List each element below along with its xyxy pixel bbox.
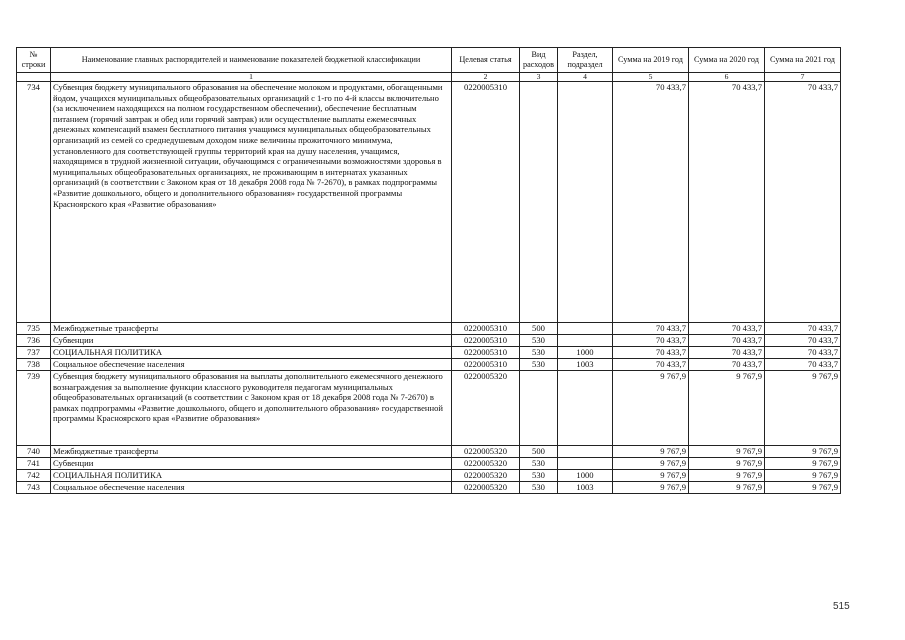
table-row <box>17 82 841 323</box>
row-sum-2020: 9 767,9 <box>689 371 765 446</box>
column-number: 2 <box>452 73 520 82</box>
row-sum-2019: 9 767,9 <box>613 371 689 446</box>
row-name: Субвенции <box>51 335 452 347</box>
table-row <box>17 446 841 458</box>
row-number: 741 <box>17 458 51 470</box>
row-sum-2021: 70 433,7 <box>765 335 841 347</box>
column-number: 6 <box>689 73 765 82</box>
row-sum-2021: 70 433,7 <box>765 82 841 323</box>
header-section: Раздел, подраздел <box>558 48 613 73</box>
row-name: Субвенции <box>51 458 452 470</box>
row-sum-2019: 9 767,9 <box>613 470 689 482</box>
row-name: Субвенция бюджету муниципального образования на выплаты дополнительного ежемесячного денежного вознаграждения за выполнение функции классного руководителя педагогам муниципальных общеобразовательных организаций (в соответствии с Законом края от 18 декабря 2008 года № 7-2670) в рамках подпрограммы «Развитие дошкольного, общего и дополнительного образования» государственной программы Красноярского края «Развитие образования» <box>51 371 452 446</box>
row-target-article: 0220005320 <box>452 446 520 458</box>
row-section: 1003 <box>558 482 613 494</box>
row-name: Субвенция бюджету муниципального образования на обеспечение молоком и продуктами, обогащенными йодом, учащихся муниципальных общеобразовательных организаций с 1-го по 4-й классы включительно (за исключением находящихся на полном государственном обеспечении), обеспечение бесплатным питанием (горячий завтрак и обед или горячий завтрак) или осуществление выплаты ежемесячных денежных компенсаций взамен бесплатного питания учащимся муниципальных общеобразовательных организаций из семей со среднедушевым доходом ниже величины прожиточного минимума, установленного для соответствующей группы территорий края на душу населения, учащимся, находящимся в трудной жизненной ситуации, обучающимся с ограниченными возможностями здоровья в муниципальных общеобразовательных организациях, не проживающим в интернатах указанных организаций (в соответствии с Законом края от 18 декабря 2008 года № 7-2670), в рамках подпрограммы «Развитие дошкольного, общего и дополнительного образования» государственной программы Красноярского края «Развитие образования» <box>51 82 452 323</box>
row-number: 743 <box>17 482 51 494</box>
row-target-article: 0220005310 <box>452 82 520 323</box>
row-expense-kind: 530 <box>520 458 558 470</box>
row-expense-kind: 530 <box>520 470 558 482</box>
row-sum-2019: 70 433,7 <box>613 347 689 359</box>
row-target-article: 0220005320 <box>452 371 520 446</box>
column-number-row <box>17 73 841 82</box>
table-row <box>17 347 841 359</box>
header-name: Наименование главных распорядителей и наименование показателей бюджетной классификации <box>51 48 452 73</box>
row-expense-kind: 500 <box>520 323 558 335</box>
table-row <box>17 359 841 371</box>
row-name: Социальное обеспечение населения <box>51 359 452 371</box>
row-number: 739 <box>17 371 51 446</box>
row-sum-2020: 9 767,9 <box>689 482 765 494</box>
column-number: 3 <box>520 73 558 82</box>
row-number: 742 <box>17 470 51 482</box>
row-number: 737 <box>17 347 51 359</box>
row-section <box>558 335 613 347</box>
row-sum-2019: 70 433,7 <box>613 335 689 347</box>
page-number: 515 <box>833 601 850 612</box>
row-sum-2019: 9 767,9 <box>613 482 689 494</box>
row-target-article: 0220005310 <box>452 323 520 335</box>
row-target-article: 0220005310 <box>452 347 520 359</box>
table-row <box>17 371 841 446</box>
column-number <box>17 73 51 82</box>
row-sum-2019: 70 433,7 <box>613 323 689 335</box>
row-expense-kind: 500 <box>520 446 558 458</box>
row-section <box>558 82 613 323</box>
row-name: Социальное обеспечение населения <box>51 482 452 494</box>
column-number: 4 <box>558 73 613 82</box>
row-section: 1000 <box>558 470 613 482</box>
row-sum-2021: 9 767,9 <box>765 371 841 446</box>
row-number: 740 <box>17 446 51 458</box>
header-target-article: Целевая статья <box>452 48 520 73</box>
row-number: 734 <box>17 82 51 323</box>
row-sum-2020: 70 433,7 <box>689 82 765 323</box>
header-expense-kind: Вид расходов <box>520 48 558 73</box>
row-sum-2021: 9 767,9 <box>765 446 841 458</box>
row-expense-kind: 530 <box>520 347 558 359</box>
row-section <box>558 371 613 446</box>
header-sum-2020: Сумма на 2020 год <box>689 48 765 73</box>
row-sum-2021: 9 767,9 <box>765 470 841 482</box>
row-expense-kind <box>520 82 558 323</box>
header-sum-2019: Сумма на 2019 год <box>613 48 689 73</box>
row-sum-2021: 70 433,7 <box>765 347 841 359</box>
row-name: СОЦИАЛЬНАЯ ПОЛИТИКА <box>51 347 452 359</box>
row-sum-2020: 9 767,9 <box>689 446 765 458</box>
row-section <box>558 323 613 335</box>
row-target-article: 0220005310 <box>452 359 520 371</box>
row-expense-kind: 530 <box>520 359 558 371</box>
row-sum-2020: 70 433,7 <box>689 335 765 347</box>
row-target-article: 0220005320 <box>452 458 520 470</box>
row-section <box>558 458 613 470</box>
header-sum-2021: Сумма на 2021 год <box>765 48 841 73</box>
row-sum-2021: 70 433,7 <box>765 359 841 371</box>
row-sum-2020: 9 767,9 <box>689 458 765 470</box>
row-expense-kind <box>520 371 558 446</box>
row-sum-2019: 70 433,7 <box>613 359 689 371</box>
column-number: 1 <box>51 73 452 82</box>
table-row <box>17 335 841 347</box>
row-sum-2019: 9 767,9 <box>613 458 689 470</box>
row-section <box>558 446 613 458</box>
budget-table <box>16 47 841 494</box>
table-row <box>17 458 841 470</box>
row-sum-2019: 9 767,9 <box>613 446 689 458</box>
row-sum-2021: 70 433,7 <box>765 323 841 335</box>
row-target-article: 0220005320 <box>452 470 520 482</box>
row-sum-2020: 70 433,7 <box>689 347 765 359</box>
row-name: Межбюджетные трансферты <box>51 446 452 458</box>
header-row <box>17 48 841 73</box>
row-sum-2019: 70 433,7 <box>613 82 689 323</box>
row-sum-2020: 9 767,9 <box>689 470 765 482</box>
table-row <box>17 323 841 335</box>
row-number: 736 <box>17 335 51 347</box>
row-target-article: 0220005320 <box>452 482 520 494</box>
row-expense-kind: 530 <box>520 335 558 347</box>
row-section: 1003 <box>558 359 613 371</box>
row-number: 738 <box>17 359 51 371</box>
row-sum-2021: 9 767,9 <box>765 482 841 494</box>
column-number: 5 <box>613 73 689 82</box>
table-row <box>17 482 841 494</box>
row-target-article: 0220005310 <box>452 335 520 347</box>
header-row-number: № строки <box>17 48 51 73</box>
row-sum-2020: 70 433,7 <box>689 359 765 371</box>
row-sum-2021: 9 767,9 <box>765 458 841 470</box>
row-name: СОЦИАЛЬНАЯ ПОЛИТИКА <box>51 470 452 482</box>
row-name: Межбюджетные трансферты <box>51 323 452 335</box>
row-section: 1000 <box>558 347 613 359</box>
column-number: 7 <box>765 73 841 82</box>
row-sum-2020: 70 433,7 <box>689 323 765 335</box>
row-expense-kind: 530 <box>520 482 558 494</box>
table-row <box>17 470 841 482</box>
row-number: 735 <box>17 323 51 335</box>
